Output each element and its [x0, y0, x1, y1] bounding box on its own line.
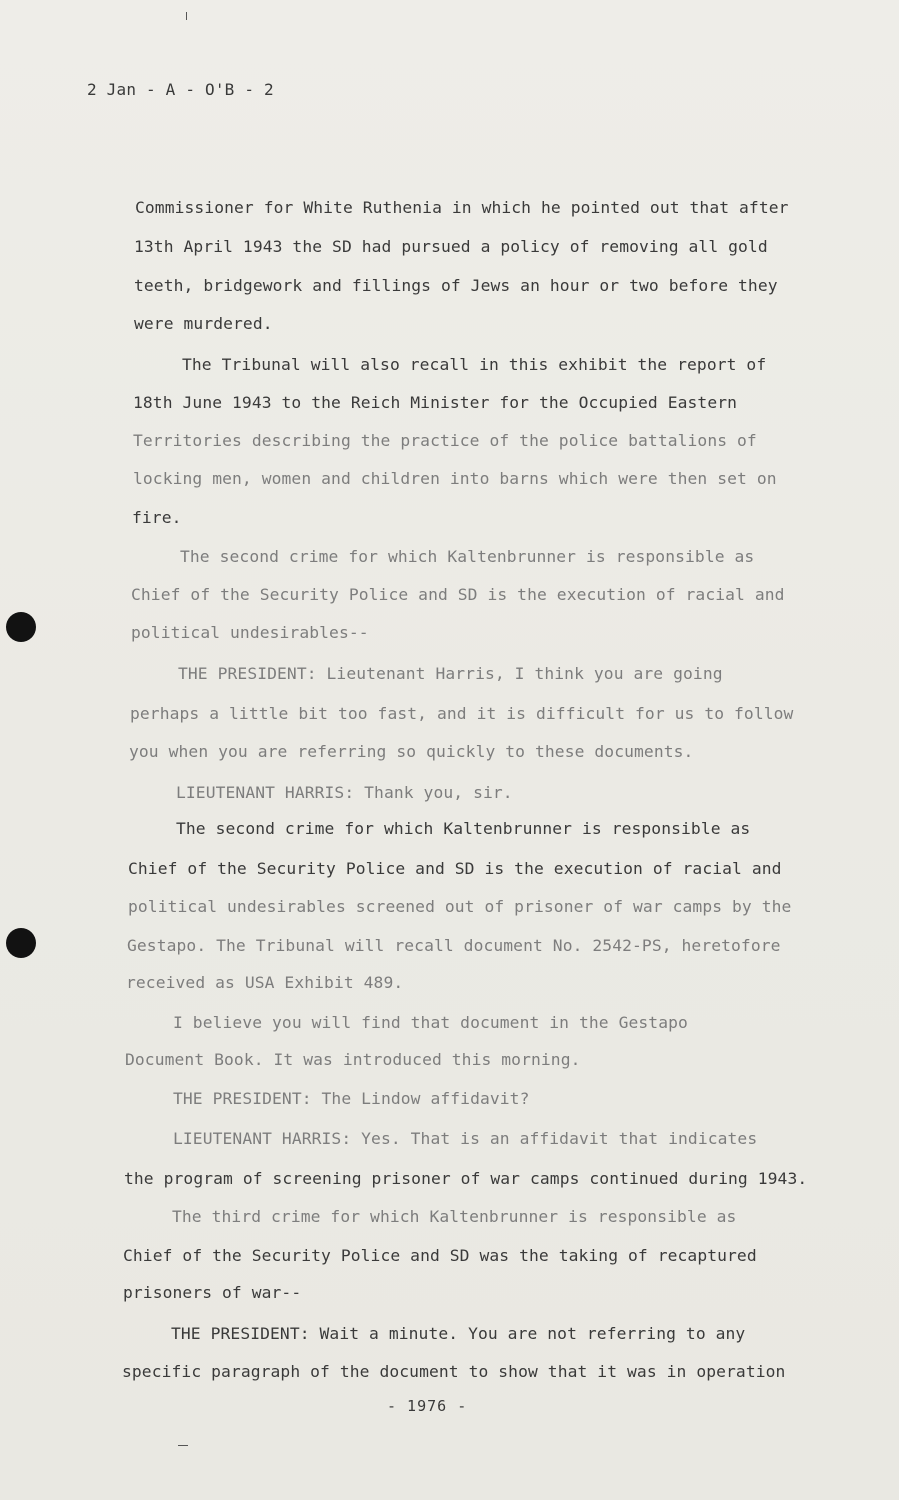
text-line: political undesirables-- — [131, 623, 369, 642]
text-line: LIEUTENANT HARRIS: Thank you, sir. — [176, 783, 513, 802]
text-line: political undesirables screened out of prisoner of war camps by the — [128, 897, 792, 916]
text-line: Commissioner for White Ruthenia in which he pointed out that after — [135, 198, 789, 217]
text-line: The second crime for which Kaltenbrunner is responsible as — [176, 819, 751, 838]
punch-hole-upper — [6, 612, 36, 642]
stray-mark-top — [186, 12, 187, 20]
stray-mark-bottom — [178, 1445, 188, 1446]
text-line: received as USA Exhibit 489. — [126, 973, 404, 992]
text-line: Territories describing the practice of the police battalions of — [133, 431, 757, 450]
page-number: - 1976 - — [387, 1397, 468, 1415]
page-header: 2 Jan - A - O'B - 2 — [87, 80, 274, 99]
text-line: you when you are referring so quickly to these documents. — [129, 742, 694, 761]
text-line: Document Book. It was introduced this morning. — [125, 1050, 581, 1069]
text-line: The second crime for which Kaltenbrunner is responsible as — [180, 547, 755, 566]
text-line: THE PRESIDENT: Lieutenant Harris, I think you are going — [178, 664, 723, 683]
text-line: Chief of the Security Police and SD is the execution of racial and — [131, 585, 785, 604]
text-line: fire. — [132, 508, 182, 527]
text-line: locking men, women and children into barns which were then set on — [133, 469, 777, 488]
text-line: specific paragraph of the document to show that it was in operation — [122, 1362, 786, 1381]
text-line: Chief of the Security Police and SD was the taking of recaptured — [123, 1246, 757, 1265]
text-line: perhaps a little bit too fast, and it is difficult for us to follow — [130, 704, 794, 723]
text-line: THE PRESIDENT: Wait a minute. You are not referring to any — [171, 1324, 746, 1343]
text-line: I believe you will find that document in the Gestapo — [173, 1013, 688, 1032]
punch-hole-lower — [6, 928, 36, 958]
text-line: 18th June 1943 to the Reich Minister for the Occupied Eastern — [133, 393, 738, 412]
text-line: were murdered. — [134, 314, 273, 333]
text-line: Gestapo. The Tribunal will recall document No. 2542-PS, heretofore — [127, 936, 781, 955]
text-line: THE PRESIDENT: The Lindow affidavit? — [173, 1089, 530, 1108]
text-line: teeth, bridgework and fillings of Jews an hour or two before they — [134, 276, 778, 295]
text-line: The Tribunal will also recall in this exhibit the report of — [182, 355, 767, 374]
text-line: LIEUTENANT HARRIS: Yes. That is an affidavit that indicates — [173, 1129, 758, 1148]
text-line: Chief of the Security Police and SD is the execution of racial and — [128, 859, 782, 878]
text-line: The third crime for which Kaltenbrunner is responsible as — [172, 1207, 737, 1226]
text-line: the program of screening prisoner of war camps continued during 1943. — [124, 1169, 808, 1188]
text-line: prisoners of war-- — [123, 1283, 302, 1302]
text-line: 13th April 1943 the SD had pursued a policy of removing all gold — [134, 237, 768, 256]
